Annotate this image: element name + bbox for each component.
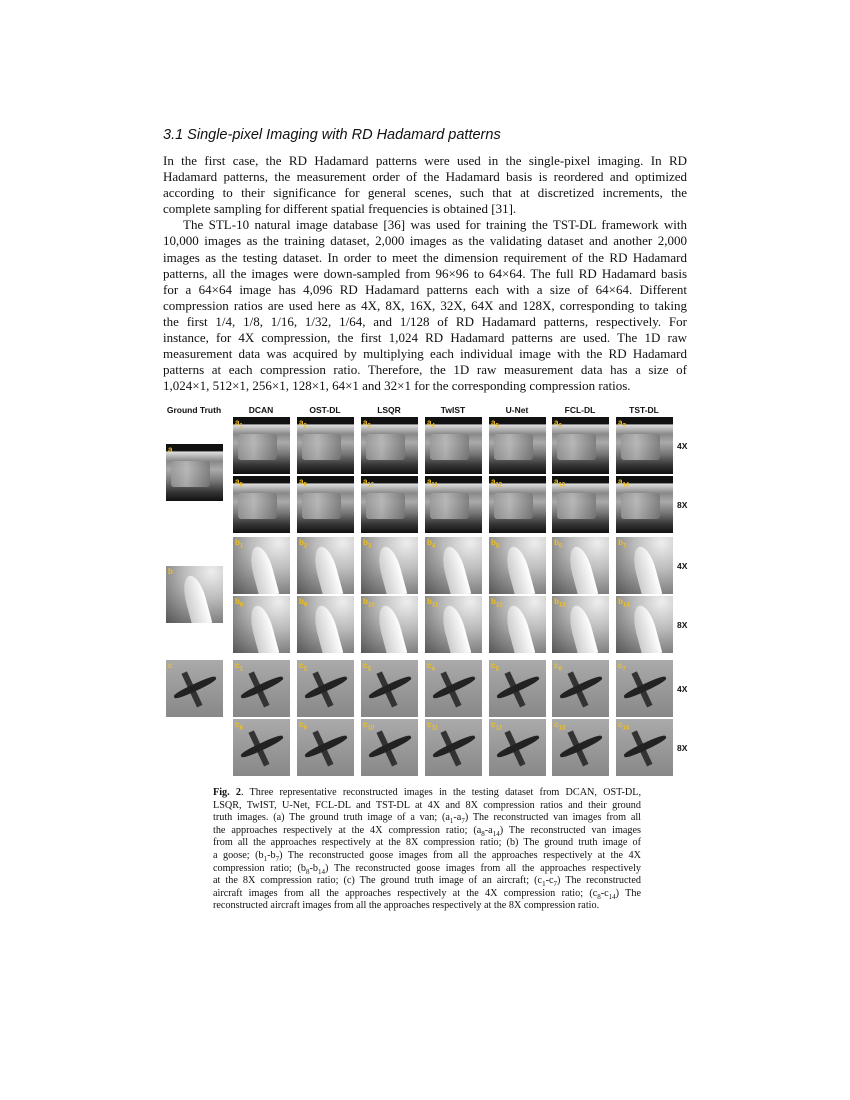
body-line: 10,000 images as the training dataset, 2,000 images as the validating dataset and another 2,000 xyxy=(163,233,687,249)
caption-line: at the 8X compression ratio; (c) The ground truth image of an aircraft; $(c_1-c_7)$ The reconstructed xyxy=(213,875,641,889)
panel-label: $a_2$ xyxy=(299,418,307,430)
compression-ratio-label: 4X xyxy=(677,441,688,451)
panel-label: $a_4$ xyxy=(427,418,435,430)
caption-line: LSQR, TwIST, U-Net, FCL-DL and TST-DL at 4X and 8X compression ratios and their ground xyxy=(213,799,641,811)
column-header: TwIST xyxy=(440,405,466,415)
reconstructed-image xyxy=(489,476,546,533)
panel-label: $b_6$ xyxy=(554,538,563,550)
caption-line: from all the approaches respectively at the 8X compression ratio; (b) The ground truth image of xyxy=(213,837,641,849)
reconstructed-image xyxy=(425,719,482,776)
reconstructed-image xyxy=(616,417,673,474)
body-line: images as the testing dataset. In order to meet the dimension requirement of the RD Hadamard xyxy=(163,249,687,265)
panel-label: $a_9$ xyxy=(299,477,307,489)
caption-line xyxy=(213,787,641,800)
panel-label: $a_6$ xyxy=(554,418,562,430)
panel-label: $b_{12}$ xyxy=(491,597,503,609)
reconstructed-image xyxy=(552,476,609,533)
reconstructed-image xyxy=(425,660,482,717)
reconstructed-image xyxy=(361,417,418,474)
body-line: complete sampling for different spatial frequencies is obtained [31]. xyxy=(163,201,517,217)
panel-label: $c_3$ xyxy=(363,661,371,673)
caption-line: a goose; $(b_1-b_7)$ The reconstructed goose images from all the approaches respectively at the 4X xyxy=(213,849,641,863)
caption-line: compression ratio; $(b_8-b_{14})$ The reconstructed goose images from all the approaches respectively xyxy=(213,862,641,876)
panel-label: $c_9$ xyxy=(299,720,307,732)
panel-label: c xyxy=(168,661,173,670)
compression-ratio-label: 4X xyxy=(677,684,688,694)
panel-label: $b_{13}$ xyxy=(554,597,566,609)
body-text xyxy=(163,153,687,394)
panel-label: $b_8$ xyxy=(235,597,244,609)
panel-label: $b_2$ xyxy=(299,538,308,550)
panel-label: $a_8$ xyxy=(235,477,243,489)
panel-label: $c_{12}$ xyxy=(491,720,503,732)
body-line: according to their significance for general scenes, such that at discretized increments, the xyxy=(163,185,687,201)
column-header: Ground Truth xyxy=(166,405,222,415)
reconstructed-image xyxy=(552,660,609,717)
column-header: TST-DL xyxy=(629,405,659,415)
compression-ratio-label: 8X xyxy=(677,500,688,510)
body-line: Hadamard patterns, the measurement order of the Hadamard basis is reordered and optimized xyxy=(163,169,687,185)
reconstructed-image xyxy=(297,417,354,474)
reconstructed-image xyxy=(297,537,354,594)
body-line: 1,024×1, 512×1, 256×1, 128×1, 64×1 and 32×1 for the corresponding compression ratios. xyxy=(163,378,631,394)
reconstructed-image xyxy=(297,476,354,533)
reconstructed-image xyxy=(297,660,354,717)
reconstructed-image xyxy=(361,596,418,653)
reconstructed-image xyxy=(425,417,482,474)
column-header: U-Net xyxy=(505,405,529,415)
reconstructed-image xyxy=(489,596,546,653)
panel-label: $b_{10}$ xyxy=(363,597,375,609)
reconstructed-image xyxy=(297,719,354,776)
panel-label: $c_{11}$ xyxy=(427,720,438,732)
reconstructed-image xyxy=(616,537,673,594)
reconstructed-image xyxy=(489,719,546,776)
panel-label: $a_{12}$ xyxy=(491,477,503,489)
caption-line: truth images. (a) The ground truth image of a van; $(a_1-a_7)$ The reconstructed van images from all xyxy=(213,812,641,826)
reconstructed-image xyxy=(297,596,354,653)
panel-label: $c_6$ xyxy=(554,661,562,673)
caption-label: Fig. 2 xyxy=(213,787,241,798)
compression-ratio-label: 4X xyxy=(677,561,688,571)
panel-label: $b_{11}$ xyxy=(427,597,439,609)
panel-label: a xyxy=(168,445,173,454)
figure-caption xyxy=(213,787,641,913)
panel-label: $a_{13}$ xyxy=(554,477,566,489)
reconstructed-image xyxy=(233,660,290,717)
body-line: The STL-10 natural image database [36] was used for training the TST-DL framework with xyxy=(183,217,687,233)
panel-label: $c_4$ xyxy=(427,661,435,673)
panel-label: $b_9$ xyxy=(299,597,308,609)
column-header: FCL-DL xyxy=(564,405,596,415)
panel-label: $c_1$ xyxy=(235,661,243,673)
panel-label: $c_{14}$ xyxy=(618,720,630,732)
panel-label: $a_{11}$ xyxy=(427,477,438,489)
panel-label: $a_1$ xyxy=(235,418,243,430)
panel-label: $b_5$ xyxy=(491,538,500,550)
reconstructed-image xyxy=(552,596,609,653)
panel-label: $c_2$ xyxy=(299,661,307,673)
reconstructed-image xyxy=(233,596,290,653)
reconstructed-image xyxy=(616,476,673,533)
column-header: OST-DL xyxy=(309,405,341,415)
section-heading: 3.1 Single-pixel Imaging with RD Hadamard patterns xyxy=(163,127,501,143)
reconstructed-image xyxy=(489,537,546,594)
ground-truth-image xyxy=(166,444,223,501)
reconstructed-image xyxy=(552,537,609,594)
panel-label: $b_3$ xyxy=(363,538,372,550)
panel-label: $b_7$ xyxy=(618,538,627,550)
panel-label: $c_7$ xyxy=(618,661,626,673)
body-line: patterns, all the images were down-sampled from 96×96 to 64×64. The full RD Hadamard basis xyxy=(163,265,687,281)
caption-line: reconstructed aircraft images from all the approaches respectively at the 8X compression ratio. xyxy=(213,900,600,912)
panel-label: $c_5$ xyxy=(491,661,499,673)
reconstructed-image xyxy=(233,537,290,594)
reconstructed-image xyxy=(616,719,673,776)
body-line: instance, for 4X compression, the first 1,024 RD Hadamard patterns are used. The 1D raw xyxy=(163,330,687,346)
reconstructed-image xyxy=(361,660,418,717)
reconstructed-image xyxy=(489,660,546,717)
compression-ratio-label: 8X xyxy=(677,620,688,630)
panel-label: $b_4$ xyxy=(427,538,436,550)
ground-truth-image xyxy=(166,660,223,717)
column-header: DCAN xyxy=(248,405,274,415)
reconstructed-image xyxy=(552,719,609,776)
caption-line: aircraft images from all the approaches respectively at the 4X compression ratio; $(c_8-c_{14})$ The xyxy=(213,887,641,901)
reconstructed-image xyxy=(616,596,673,653)
body-line: compression ratios are used here as 4X, 8X, 16X, 32X, 64X and 128X, corresponding to taking xyxy=(163,297,687,313)
panel-label: $c_8$ xyxy=(235,720,243,732)
body-line: In the first case, the RD Hadamard patterns were used in the single-pixel imaging. In RD xyxy=(163,153,687,168)
panel-label: $b_{14}$ xyxy=(618,597,630,609)
reconstructed-image xyxy=(233,719,290,776)
reconstructed-image xyxy=(361,719,418,776)
caption-line: the approaches respectively at the 4X compression ratio; $(a_8-a_{14})$ The reconstructed van images xyxy=(213,824,642,838)
column-header: LSQR xyxy=(377,405,401,415)
panel-label: $c_{13}$ xyxy=(554,720,566,732)
reconstructed-image xyxy=(552,417,609,474)
panel-label: $a_{10}$ xyxy=(363,477,375,489)
reconstructed-image xyxy=(233,417,290,474)
compression-ratio-label: 8X xyxy=(677,743,688,753)
reconstructed-image xyxy=(361,476,418,533)
panel-label: $b_1$ xyxy=(235,538,244,550)
body-line: the first 1/4, 1/8, 1/16, 1/32, 1/64, and 1/128 of RD Hadamard patterns, respectively. For xyxy=(163,313,687,329)
reconstructed-image xyxy=(616,660,673,717)
reconstructed-image xyxy=(489,417,546,474)
reconstructed-image xyxy=(361,537,418,594)
body-line: for a 64×64 image has 4,096 RD Hadamard patterns each with a size of 64×64. Different xyxy=(163,281,687,297)
ground-truth-image xyxy=(166,566,223,623)
panel-label: b xyxy=(168,567,173,576)
reconstructed-image xyxy=(425,537,482,594)
panel-label: $a_5$ xyxy=(491,418,499,430)
panel-label: $a_3$ xyxy=(363,418,371,430)
body-line: measurement data was acquired by multiplying each individual image with the RD Hadamard xyxy=(163,346,687,362)
caption-text: . Three representative reconstructed images in the testing dataset from DCAN, OST-DL, xyxy=(240,787,641,798)
panel-label: $a_{14}$ xyxy=(618,477,630,489)
panel-label: $a_7$ xyxy=(618,418,626,430)
body-line: patterns at each compression ratio. Therefore, the 1D raw measurement data has a size of xyxy=(163,362,687,378)
reconstructed-image xyxy=(425,476,482,533)
reconstructed-image xyxy=(425,596,482,653)
panel-label: $c_{10}$ xyxy=(363,720,375,732)
reconstructed-image xyxy=(233,476,290,533)
